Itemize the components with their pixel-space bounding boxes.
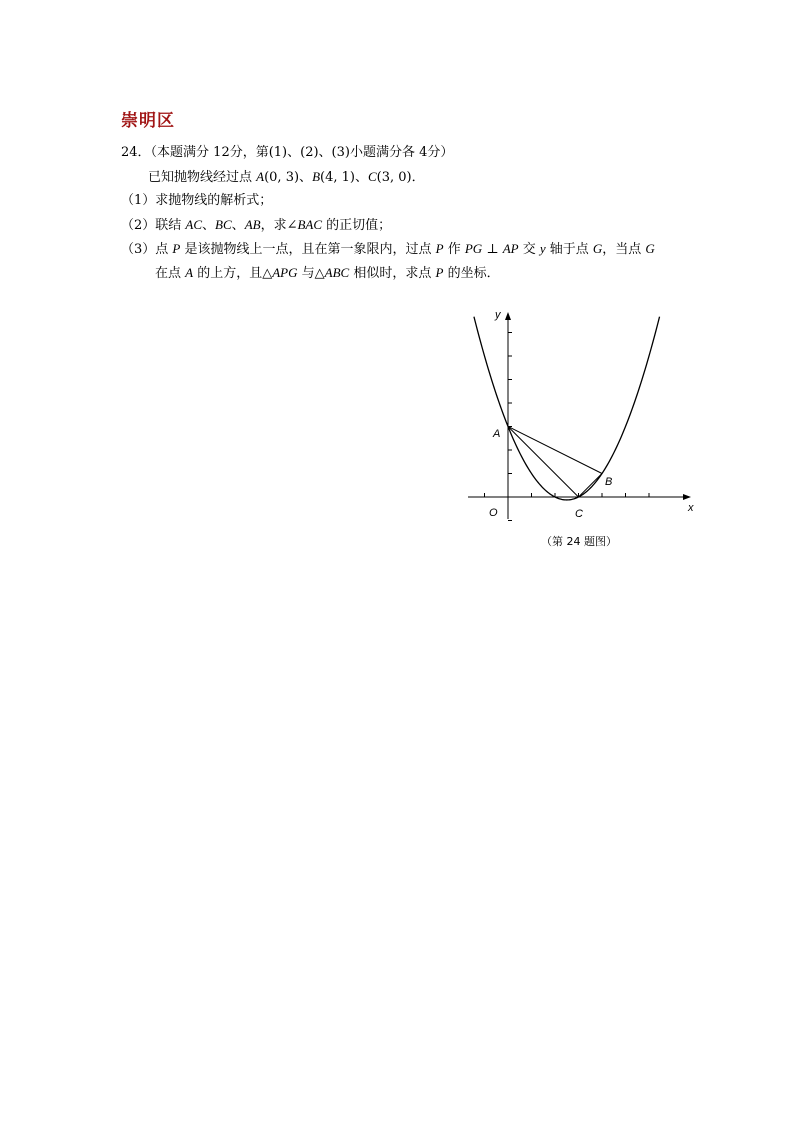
part3-text: 是该抛物线上一点，且在第一象限内，过点 (180, 242, 436, 257)
point-c-label: C (575, 508, 583, 520)
segment-ap: AP (502, 241, 519, 256)
part3-text: 作 (443, 242, 465, 257)
point-a-name: A (256, 169, 265, 184)
point-g: G (645, 241, 655, 256)
point-b-label: B (605, 476, 613, 488)
angle-bac: BAC (297, 217, 323, 232)
segment-ac: AC (185, 217, 203, 232)
point-c-name: C (367, 169, 377, 184)
part2-text: 的正切值； (322, 218, 392, 233)
parabola-figure (462, 306, 702, 528)
figure-caption: （第 24 题图） (541, 535, 617, 548)
point-a-label: A (493, 428, 501, 440)
question-header: 24．（本题满分 12分，第(1)、(2)、(3)小题满分各 4分） (121, 145, 454, 160)
axis-y-name: y (539, 241, 546, 256)
y-axis-label: y (495, 309, 501, 321)
segment-pg: PG (464, 241, 483, 256)
triangle-apg: APG (272, 265, 298, 280)
part3-text: 轴于点 (545, 242, 593, 257)
question-part-1: （1）求抛物线的解析式； (121, 193, 273, 208)
district-title: 崇明区 (121, 111, 175, 131)
question-part-2 (121, 216, 391, 235)
axis-ticks (485, 333, 650, 521)
part3-text: 的上方，且△ (193, 266, 273, 281)
point-p: P (435, 241, 444, 256)
x-axis-label: x (688, 502, 694, 514)
separator: 、 (354, 170, 368, 185)
part3-text: 交 (518, 242, 540, 257)
segment-ab: AB (244, 217, 261, 232)
segment-ac-line (508, 427, 579, 498)
point-p: P (172, 241, 181, 256)
segment-bc: BC (215, 217, 232, 232)
part3-text: ，当点 (602, 242, 646, 257)
triangle-abc: ABC (324, 265, 350, 280)
given-text: 已知抛物线经过点 (148, 170, 257, 185)
part3-text: 的坐标． (443, 266, 500, 281)
point-b-coord: (4, 1) (320, 170, 355, 185)
perp-symbol: ⊥ (482, 242, 503, 257)
part3-text: （3）点 (121, 242, 173, 257)
origin-label: O (489, 507, 498, 519)
x-axis-arrow (683, 494, 691, 500)
question-part-3-line-1 (121, 240, 655, 259)
part3-text: 在点 (155, 266, 186, 281)
question-given (148, 168, 425, 187)
point-b-name: B (312, 169, 321, 184)
y-axis-arrow (505, 312, 511, 320)
part2-text: （2）联结 (121, 218, 186, 233)
separator: 、 (299, 170, 313, 185)
separator: 、 (231, 218, 245, 233)
part3-text: 相似时，求点 (349, 266, 436, 281)
separator: 、 (202, 218, 216, 233)
part2-text: ，求∠ (260, 218, 298, 233)
point-g: G (592, 241, 603, 256)
point-c-coord: (3, 0) (376, 170, 412, 185)
question-part-3-line-2 (155, 264, 500, 283)
part3-text: 与△ (297, 266, 325, 281)
parabola-curve (474, 317, 660, 500)
given-end: ． (411, 170, 425, 185)
segment-ab-line (508, 427, 602, 474)
point-p: P (435, 265, 444, 280)
point-a-coord: (0, 3) (264, 170, 300, 185)
segment-bc-line (579, 474, 603, 498)
point-a: A (185, 265, 194, 280)
